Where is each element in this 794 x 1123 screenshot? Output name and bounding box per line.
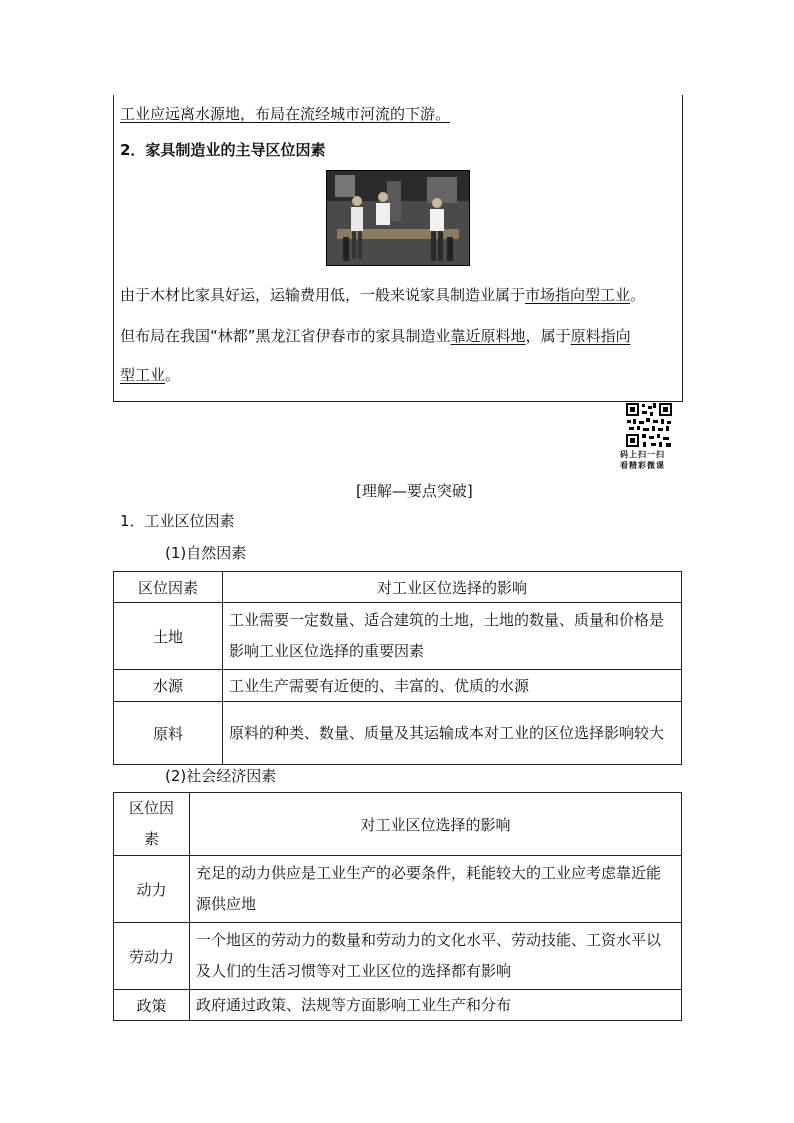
table-row [114,856,682,923]
factor-cell: 水源 [114,670,223,702]
factor-cell: 动力 [114,856,190,923]
table-row [114,603,682,670]
heading-natural-factors: (1)自然因素 [165,544,247,562]
factor-cell: 政策 [114,990,190,1021]
section-title: [理解—要点突破] [356,482,473,500]
factor-cell: 劳动力 [114,923,190,990]
qr-caption-1: 码上扫一扫 [620,450,665,459]
table-header-row [114,572,682,603]
qr-code[interactable] [625,402,673,448]
para2-mid: ，属于 [525,327,571,345]
social-factors-table [113,792,682,1021]
paragraph-3 [120,364,180,385]
effect-cell: 原料的种类、数量、质量及其运输成本对工业的区位选择影响较大 [223,702,682,765]
natural-factors-table [113,571,682,765]
effect-cell: 充足的动力供应是工业生产的必要条件，耗能较大的工业应考虑靠近能源供应地 [190,856,682,923]
qr-code-icon [625,402,673,448]
paragraph-2 [120,325,631,346]
text-line-1 [120,103,450,124]
underlined-text: 工业应远离水源地，布局在流经城市河流的下游。 [120,105,451,123]
table-row [114,990,682,1021]
factor-cell: 原料 [114,702,223,765]
para1-underlined: 市场指向型工业 [525,286,631,304]
para2-text: 但布局在我国“林都”黑龙江省伊春市的家具制造业 [120,327,451,345]
header-factor: 区位因素 [114,793,190,856]
table-row [114,923,682,990]
para3-end: 。 [165,366,181,384]
table-row [114,702,682,765]
effect-cell: 政府通过政策、法规等方面影响工业生产和分布 [190,990,682,1021]
para2-underlined-1: 靠近原料地 [450,327,526,345]
para1-end: 。 [630,286,646,304]
effect-cell: 工业需要一定数量、适合建筑的土地，土地的数量、质量和价格是影响工业区位选择的重要因素 [223,603,682,670]
factory-photo [326,170,470,266]
heading-industrial-location: 1．工业区位因素 [120,512,235,530]
qr-caption-2: 看精彩微课 [620,461,665,470]
table-header-row [114,793,682,856]
factor-cell: 土地 [114,603,223,670]
para1-text: 由于木材比家具好运，运输费用低，一般来说家具制造业属于 [120,286,526,304]
header-effect: 对工业区位选择的影响 [223,572,682,603]
effect-cell: 一个地区的劳动力的数量和劳动力的文化水平、劳动技能、工资水平以及人们的生活习惯等对工业区位的选择都有影响 [190,923,682,990]
heading-social-factors: (2)社会经济因素 [165,767,277,785]
table-row [114,670,682,702]
header-factor: 区位因素 [114,572,223,603]
para2-underlined-2: 原料指向 [570,327,631,345]
header-effect: 对工业区位选择的影响 [190,793,682,856]
subheading-furniture: 2．家具制造业的主导区位因素 [120,141,326,159]
paragraph-1 [120,284,645,305]
effect-cell: 工业生产需要有近便的、丰富的、优质的水源 [223,670,682,702]
para3-underlined: 型工业 [120,366,166,384]
factory-photo-image [327,171,469,265]
